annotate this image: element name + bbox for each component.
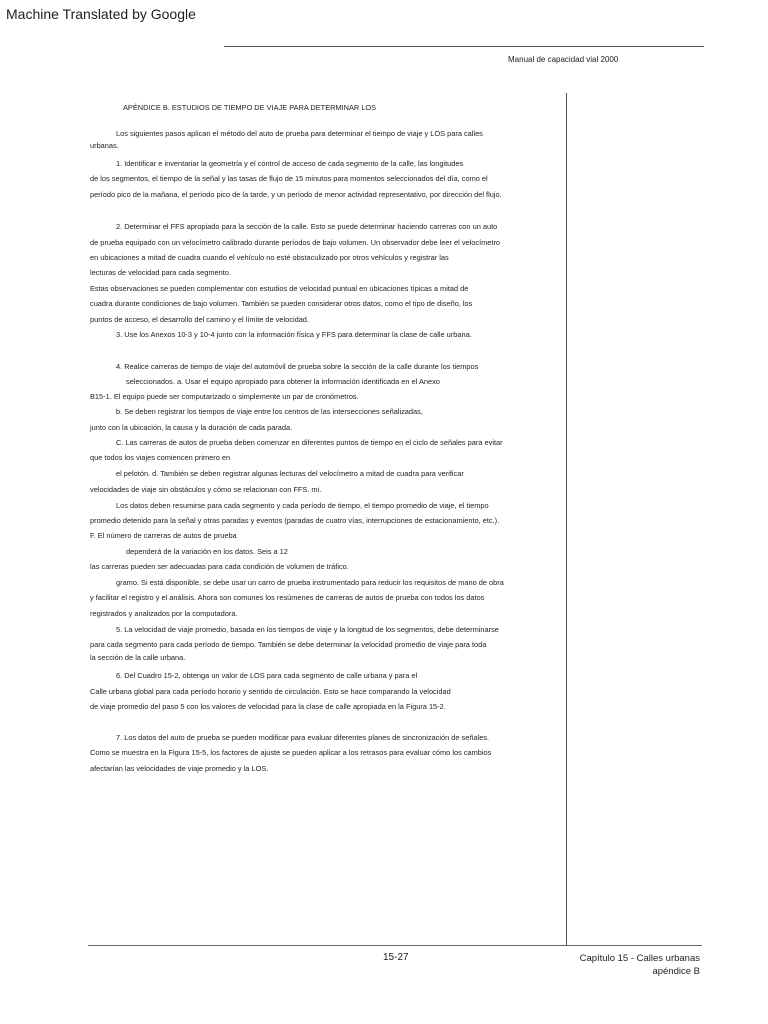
chapter-title: Capítulo 15 - Calles urbanas <box>579 953 700 964</box>
body-line: para cada segmento para cada período de tiempo. También se debe determinar la velocidad promedio de viaje para toda <box>90 640 487 649</box>
body-line: y facilitar el registro y el análisis. Ahora son comunes los resúmenes de carreras de autos de prueba con todos los datos <box>90 593 485 602</box>
body-line: de prueba equipado con un velocímetro calibrado durante períodos de bajo volumen. Un observador debe leer el velocímetro <box>90 238 501 247</box>
body-line: urbanas. <box>90 141 119 150</box>
chapter-footer <box>540 952 700 978</box>
body-line: en ubicaciones a mitad de cuadra cuando el vehículo no esté obstaculizado por otros vehículos y registrar las <box>90 253 449 262</box>
body-line: b. Se deben registrar los tiempos de viaje entre los centros de las intersecciones señalizadas, <box>116 407 423 416</box>
body-line: promedio detenido para la señal y otras paradas y eventos (paradas de cuatro vías, interrupciones de estacionamiento, etc.). <box>90 516 500 525</box>
body-line: seleccionados. a. Usar el equipo apropiado para obtener la información identificada en el Anexo <box>126 377 440 386</box>
footer-rule <box>88 945 702 946</box>
body-line: C. Las carreras de autos de prueba deben comenzar en diferentes puntos de tiempo en el ciclo de señales para evitar <box>116 438 503 447</box>
body-line: Estas observaciones se pueden complementar con estudios de velocidad puntual en ubicaciones típicas a mitad de <box>90 284 469 293</box>
machine-translation-banner: Machine Translated by Google <box>6 6 196 22</box>
body-line: 6. Del Cuadro 15-2, obtenga un valor de LOS para cada segmento de calle urbana y para el <box>116 671 418 680</box>
body-line: Calle urbana global para cada período horario y sentido de circulación. Esto se hace comparando la velocidad <box>90 687 451 696</box>
appendix-label: apéndice B <box>652 966 700 977</box>
body-line: 2. Determinar el FFS apropiado para la sección de la calle. Esto se puede determinar haciendo carreras con un auto <box>116 222 498 231</box>
body-line: que todos los viajes comiencen primero en <box>90 453 231 462</box>
body-line: la sección de la calle urbana. <box>90 653 186 662</box>
body-line: de los segmentos, el tiempo de la señal y las tasas de flujo de 15 minutos para momentos seleccionados del día, como el <box>90 174 488 183</box>
body-line: gramo. Si está disponible, se debe usar un carro de prueba instrumentado para reducir los requisitos de mano de obra <box>116 578 504 587</box>
section-heading: APÉNDICE B. ESTUDIOS DE TIEMPO DE VIAJE PARA DETERMINAR LOS <box>123 103 377 112</box>
page-number: 15-27 <box>383 952 409 963</box>
body-line: 7. Los datos del auto de prueba se pueden modificar para evaluar diferentes planes de sincronización de señales. <box>116 733 490 742</box>
body-line: lecturas de velocidad para cada segmento. <box>90 268 231 277</box>
body-line: el pelotón. d. También se deben registrar algunas lecturas del velocímetro a mitad de cuadra para verificar <box>116 469 464 478</box>
body-line: F. El número de carreras de autos de prueba <box>90 531 237 540</box>
margin-rule <box>566 93 567 945</box>
body-line: afectarían las velocidades de viaje promedio y la LOS. <box>90 764 269 773</box>
body-line: Como se muestra en la Figura 15-5, los factores de ajuste se pueden aplicar a los retrasos para evaluar cómo los cambios <box>90 748 492 757</box>
body-line: Los datos deben resumirse para cada segmento y cada período de tiempo, el tiempo promedio de viaje, el tiempo <box>116 501 489 510</box>
body-line: Los siguientes pasos aplican el método del auto de prueba para determinar el tiempo de viaje y LOS para calles <box>116 129 483 138</box>
body-line: junto con la ubicación, la causa y la duración de cada parada. <box>90 423 293 432</box>
body-line: 4. Realice carreras de tiempo de viaje del automóvil de prueba sobre la sección de la calle durante los tiempos <box>116 362 479 371</box>
running-head: Manual de capacidad vial 2000 <box>508 55 619 64</box>
body-line: 3. Use los Anexos 10-3 y 10-4 junto con la información física y FFS para determinar la clase de calle urbana. <box>116 330 472 339</box>
body-line: las carreras pueden ser adecuadas para cada condición de volumen de tráfico. <box>90 562 349 571</box>
body-line: velocidades de viaje sin obstáculos y cómo se relacionan con FFS. mi. <box>90 485 322 494</box>
body-line: de viaje promedio del paso 5 con los valores de velocidad para la clase de calle apropiada en la Figura 15-2. <box>90 702 446 711</box>
body-line: 1. Identificar e inventariar la geometría y el control de acceso de cada segmento de la calle, las longitudes <box>116 159 464 168</box>
body-line: dependerá de la variación en los datos. Seis a 12 <box>126 547 288 556</box>
body-line: período pico de la mañana, el período pico de la tarde, y un período de menor actividad representativo, por dirección del flujo. <box>90 190 502 199</box>
body-line: B15-1. El equipo puede ser computarizado o simplemente un par de cronómetros. <box>90 392 359 401</box>
body-line: 5. La velocidad de viaje promedio, basada en los tiempos de viaje y la longitud de los segmentos, debe determinarse <box>116 625 499 634</box>
body-line: registrados y analizados por la computadora. <box>90 609 238 618</box>
body-line: puntos de acceso, el desarrollo del camino y el límite de velocidad. <box>90 315 309 324</box>
header-rule <box>224 46 704 47</box>
body-line: cuadra durante condiciones de bajo volumen. También se pueden considerar otros datos, como el tipo de diseño, los <box>90 299 473 308</box>
